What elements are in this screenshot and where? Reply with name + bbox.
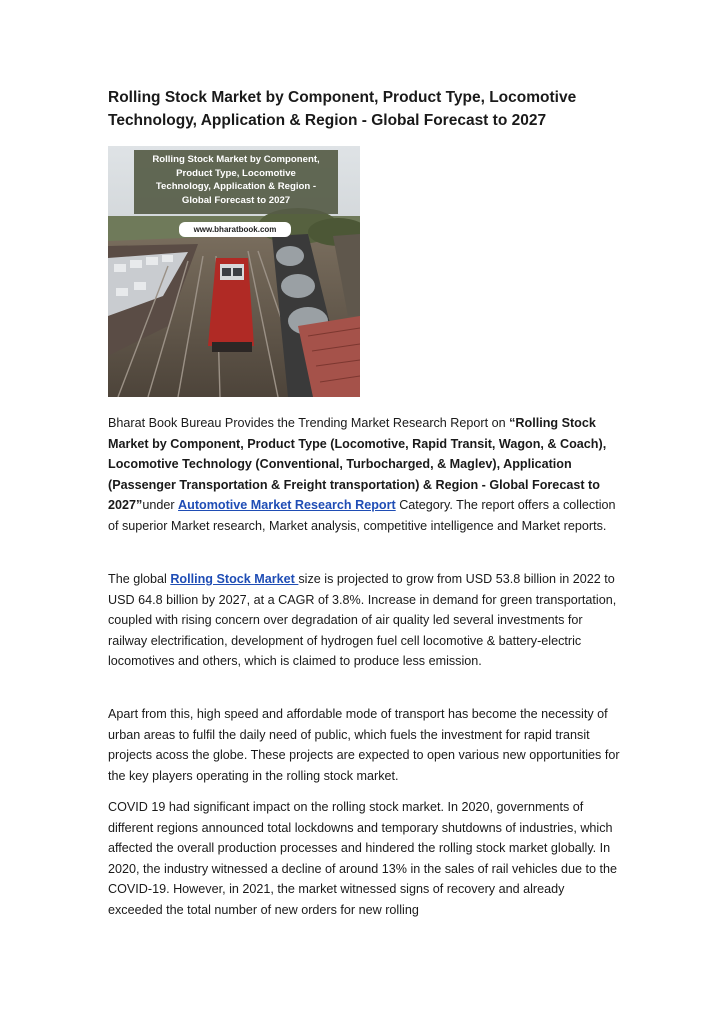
paragraph-intro bbox=[108, 413, 620, 536]
automotive-report-link[interactable]: Automotive Market Research Report bbox=[178, 498, 396, 512]
cover-banner bbox=[134, 150, 338, 214]
cover-banner-line-2: Product Type, Locomotive bbox=[176, 167, 296, 179]
paragraph-intro-rest: Category. The report offers a collection of superior Market research, Market analysis, competitive intelligence and Market reports. bbox=[108, 498, 616, 533]
paragraph-rapid-transit: Apart from this, high speed and affordable mode of transport has become the necessity of urban areas to fulfil the daily need of public, which fuels the investment for rapid transit projects acoss the globe. These projects are expected to open various new opportunities for the key players operating in the rolling stock market. bbox=[108, 707, 620, 783]
cover-banner-line-1: Rolling Stock Market by Component, bbox=[152, 154, 320, 165]
paragraph-market-size bbox=[108, 569, 620, 672]
paragraph-covid: COVID 19 had significant impact on the rolling stock market. In 2020, governments of different regions announced total lockdowns and temporary shutdowns of industries, which affected the overall production processes and hindered the rolling stock market globally. In 2020, the industry witnessed a decline of around 13% in the sales of rail vehicles due to the COVID-19. However, in 2021, the market witnessed signs of recovery and already exceeded the total number of new orders for new rolling bbox=[108, 800, 617, 917]
paragraph-intro-under: under bbox=[142, 498, 179, 512]
document-title-line-1: Rolling Stock Market by Component, Product Type, Locomotive bbox=[108, 89, 577, 106]
cover-image bbox=[108, 146, 360, 397]
cover-banner-line-4: Global Forecast to 2027 bbox=[181, 194, 291, 206]
cover-url-badge: www.bharatbook.com bbox=[179, 222, 291, 237]
report-full-title: “Rolling Stock Market by Component, Product Type (Locomotive, Rapid Transit, Wagon, & Coach), Locomotive Technology (Conventional, Turbocharged, & Maglev), Application (Passenger Transportation & Freight transportation) & Region - Global Forecast to 2027” bbox=[108, 416, 607, 512]
document-title-line-2: Technology, Application & Region - Global Forecast to 2027 bbox=[108, 112, 547, 129]
paragraph-intro-lead: Bharat Book Bureau Provides the Trending Market Research Report on bbox=[108, 416, 510, 430]
paragraph-market-size-lead: The global bbox=[108, 572, 171, 586]
cover-banner-line-3: Technology, Application & Region - bbox=[155, 181, 317, 192]
paragraph-market-size-rest: size is projected to grow from USD 53.8 billion in 2022 to USD 64.8 billion by 2027, at a CAGR of 3.8%. Increase in demand for green transportation, coupled with rising concern over degradation of air quality led several investments for railway electrification, development of hydrogen fuel cell locomotive & battery-electric locomotives and others, which is claimed to produce less emission. bbox=[108, 572, 617, 668]
rolling-stock-market-link[interactable]: Rolling Stock Market bbox=[170, 572, 299, 586]
document-title bbox=[108, 86, 628, 132]
